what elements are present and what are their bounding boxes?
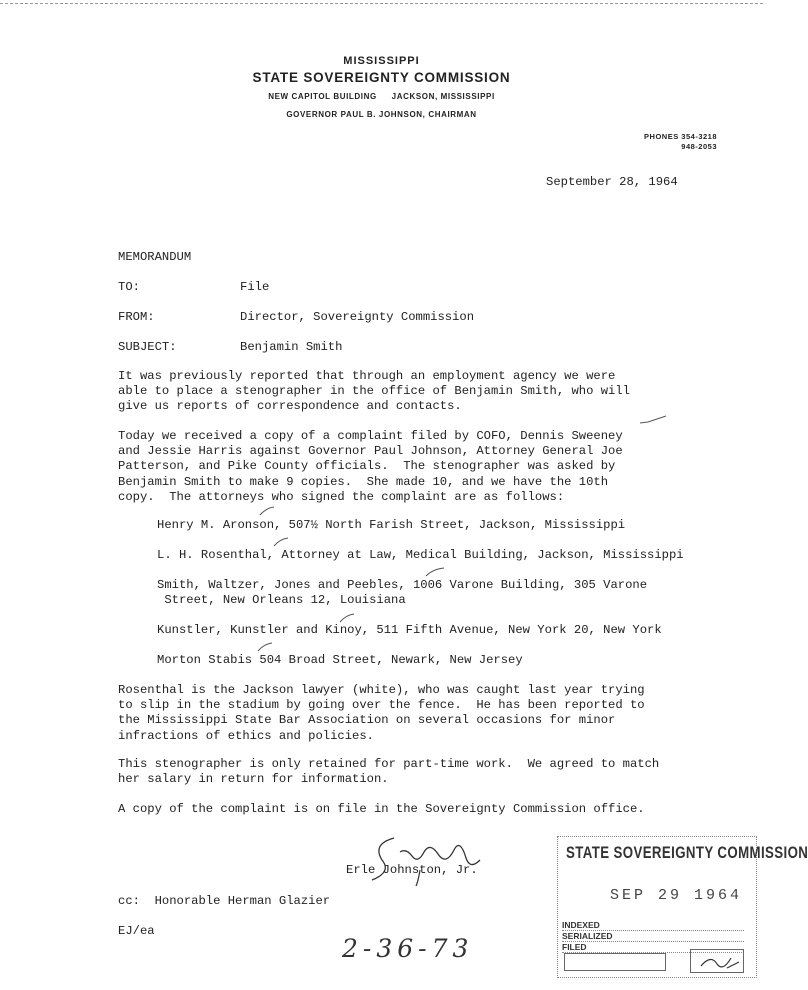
checkmark-icon [258,505,276,519]
stamp-indexed: INDEXED [562,920,744,931]
stamp-serialized: SERIALIZED [562,931,744,942]
checkmark-icon [272,536,290,550]
letterhead-address [0,92,763,101]
stamp-filed: FILED [562,942,744,953]
stamp-box [564,953,666,971]
checkmark-icon [338,612,356,626]
initials-scribble-icon [691,950,743,972]
attorney-1: Henry M. Aronson, 507½ North Farish Street, Jackson, Mississippi [157,518,626,532]
stamp-initial-box [690,949,744,973]
attorney-4: Kunstler, Kunstler and Kinoy, 511 Fifth Avenue, New York 20, New York [157,623,662,637]
letterhead-state: MISSISSIPPI [343,55,420,67]
letterhead-city: JACKSON, MISSISSIPPI [391,92,495,101]
signature-icon [342,830,502,888]
checkmark-icon [256,641,274,655]
subject-label: SUBJECT: [118,340,177,354]
paragraph-4: This stenographer is only retained for part-time work. We agreed to match her salary in return for information. [118,757,660,787]
to-label: TO: [118,280,140,294]
paragraph-5: A copy of the complaint is on file in the Sovereignty Commission office. [118,802,645,816]
checkmark-icon [638,414,668,426]
received-stamp [557,836,808,978]
page-top-border [0,3,763,4]
signature-name: Erle Johnston, Jr. [346,863,478,877]
attorney-3: Smith, Waltzer, Jones and Peebles, 1006 Varone Building, 305 Varone Street, New Orleans 12, Louisiana [157,578,648,608]
handwritten-file-number: 2-36-73 [342,934,474,963]
checkmark-icon [424,566,446,580]
stamp-date: SEP 29 1964 [610,887,743,904]
stamp-title: STATE SOVEREIGNTY COMMISSION [566,843,808,862]
attorney-2: L. H. Rosenthal, Attorney at Law, Medical Building, Jackson, Mississippi [157,548,684,562]
cc-line: cc: Honorable Herman Glazier [118,894,331,908]
letterhead-governor: GOVERNOR PAUL B. JOHNSON, CHAIRMAN [286,110,477,119]
paragraph-1: It was previously reported that through an employment agency we were able to place a stenographer in the office of Benjamin Smith, who will give us reports of correspondence and contacts. [118,369,630,414]
letterhead-phones [644,132,717,152]
letterhead-commission: STATE SOVEREIGNTY COMMISSION [252,70,511,85]
to-value: File [240,280,270,294]
paragraph-2: Today we received a copy of a complaint filed by COFO, Dennis Sweeney and Jessie Harris against Governor Paul Johnson, Attorney General Joe Patterson, and Pike County officials. The stenographer was asked by Benjamin Smith to make 9 copies. She made 10, and we have the 10th copy. The attorneys who signed the complaint are as follows: [118,429,623,504]
subject-value: Benjamin Smith [240,340,343,354]
phone-line-1: PHONES 354-3218 [644,132,717,141]
memo-date: September 28, 1964 [546,175,678,189]
from-value: Director, Sovereignty Commission [240,310,475,324]
paragraph-3: Rosenthal is the Jackson lawyer (white), who was caught last year trying to slip in the stadium by going over the fence. He has been reported to the Mississippi State Bar Association on several occasions for minor infractions of ethics and policies. [118,683,645,743]
from-label: FROM: [118,310,155,324]
letterhead-building: NEW CAPITOL BUILDING [268,92,377,101]
phone-line-2: 948-2053 [681,142,717,151]
memo-title: MEMORANDUM [118,250,192,264]
typist-initials: EJ/ea [118,924,155,938]
attorney-5: Morton Stabis 504 Broad Street, Newark, New Jersey [157,653,523,667]
